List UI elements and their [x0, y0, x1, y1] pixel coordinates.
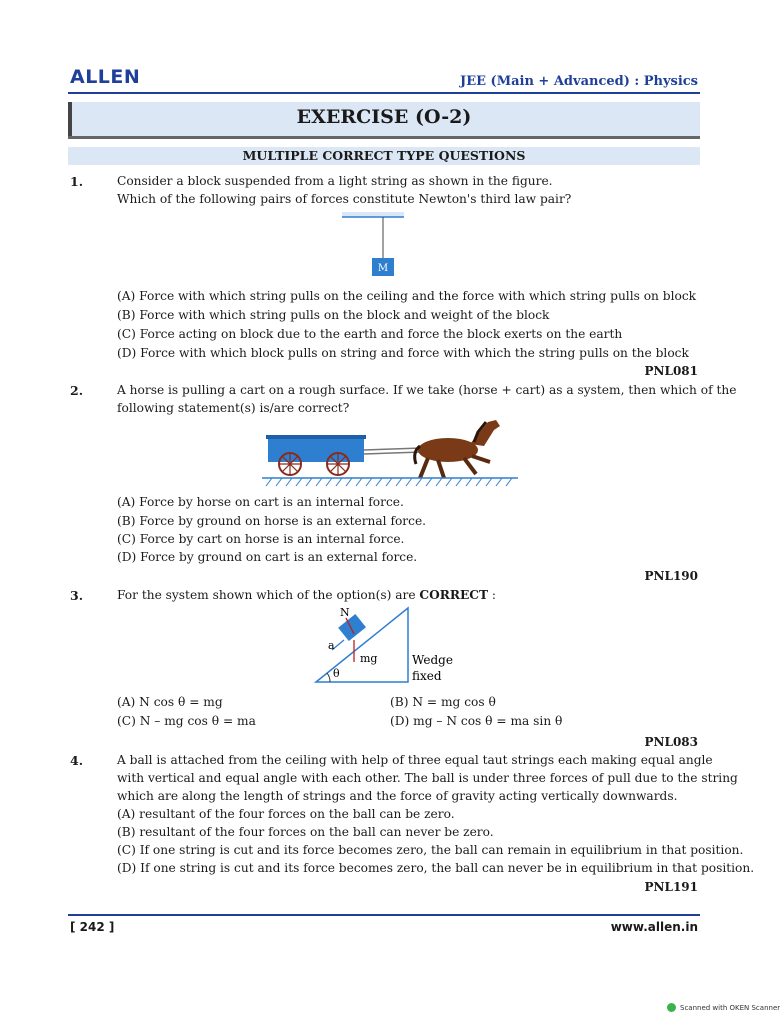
page-number: [ 242 ] — [70, 920, 115, 934]
exercise-title: EXERCISE (O-2) — [296, 106, 472, 128]
allen-logo: ALLEN — [70, 66, 141, 88]
theta-arc — [327, 673, 330, 682]
question-2-text-line-2: following statement(s) is/are correct? — [117, 401, 350, 415]
question-number-1: 1. — [70, 174, 84, 189]
block-label: M — [377, 263, 389, 274]
label-a: a — [328, 639, 335, 652]
question-2-option-c: (C) Force by cart on horse is an internal force. — [117, 532, 405, 546]
cart-wheel-right — [327, 453, 349, 475]
question-1-text-line-2: Which of the following pairs of forces constitute Newton's third law pair? — [117, 192, 572, 206]
header-divider — [68, 92, 700, 94]
question-2-option-b: (B) Force by ground on horse is an external force. — [117, 514, 427, 528]
question-4-text-line-2: with vertical and equal angle with each other. The ball is under three forces of pull due to the string — [117, 771, 738, 785]
question-1-text-line-1: Consider a block suspended from a light string as shown in the figure. — [117, 174, 553, 188]
question-4-option-a: (A) resultant of the four forces on the ball can be zero. — [117, 807, 455, 821]
footer-divider — [68, 914, 700, 916]
question-1-option-d: (D) Force with which block pulls on string and force with which the string pulls on the block — [117, 346, 689, 360]
question-2-option-a: (A) Force by horse on cart is an internal force. — [117, 495, 404, 509]
cart-wheel-left — [279, 453, 301, 475]
website-link[interactable]: www.allen.in — [610, 920, 698, 934]
hanging-block-figure — [340, 208, 420, 280]
horse-cart-figure — [262, 412, 522, 492]
question-3-option-d: (D) mg – N cos θ = ma sin θ — [390, 714, 563, 728]
cart-body — [268, 438, 364, 462]
question-4-option-d: (D) If one string is cut and its force becomes zero, the ball can never be in equilibrium in that position. — [117, 861, 755, 875]
label-mg: mg — [360, 652, 378, 665]
question-1-option-a: (A) Force with which string pulls on the ceiling and the force with which string pulls on block — [117, 289, 697, 303]
question-2-option-d: (D) Force by ground on cart is an external force. — [117, 550, 418, 564]
question-4-text-line-3: which are along the length of strings and the force of gravity acting vertically downwards. — [117, 789, 678, 803]
question-3-code: PNL083 — [644, 735, 698, 749]
scanner-watermark: Scanned with OKEN Scanner — [680, 1004, 780, 1012]
question-4-code: PNL191 — [644, 880, 698, 894]
question-1-option-c: (C) Force acting on block due to the earth and force the block exerts on the earth — [117, 327, 623, 341]
incline-wedge-figure — [308, 604, 468, 686]
cart-rim — [266, 435, 366, 439]
question-2-code: PNL190 — [644, 569, 698, 583]
label-n: N — [340, 606, 350, 619]
question-3-text: For the system shown which of the option(s) are CORRECT : — [117, 588, 497, 602]
question-number-3: 3. — [70, 588, 84, 603]
cart-shaft — [364, 448, 422, 450]
correct-emphasis: CORRECT — [419, 588, 489, 602]
label-theta: θ — [333, 667, 340, 680]
question-4-option-c: (C) If one string is cut and its force becomes zero, the ball can remain in equilibrium in that position. — [117, 843, 744, 857]
ground-hatching — [266, 478, 512, 486]
question-3-option-c: (C) N – mg cos θ = ma — [117, 714, 256, 728]
scanner-logo-icon — [667, 1003, 676, 1012]
label-wedge: Wedge — [412, 653, 453, 667]
question-1-option-b: (B) Force with which string pulls on the block and weight of the block — [117, 308, 550, 322]
question-3-option-b: (B) N = mg cos θ — [390, 695, 496, 709]
question-4-text-line-1: A ball is attached from the ceiling with help of three equal taut strings each making equal angle — [117, 753, 713, 767]
cart-shaft-lower — [364, 452, 422, 454]
horse-image — [415, 420, 500, 478]
question-1-code: PNL081 — [644, 364, 698, 378]
question-4-option-b: (B) resultant of the four forces on the ball can never be zero. — [117, 825, 494, 839]
question-2-text-line-1: A horse is pulling a cart on a rough surface. If we take (horse + cart) as a system, then which of the — [117, 383, 737, 397]
label-fixed: fixed — [412, 669, 442, 683]
question-number-2: 2. — [70, 383, 84, 398]
course-title: JEE (Main + Advanced) : Physics — [460, 74, 698, 89]
question-3-option-a: (A) N cos θ = mg — [117, 695, 223, 709]
section-title: MULTIPLE CORRECT TYPE QUESTIONS — [242, 148, 526, 163]
question-number-4: 4. — [70, 753, 84, 768]
